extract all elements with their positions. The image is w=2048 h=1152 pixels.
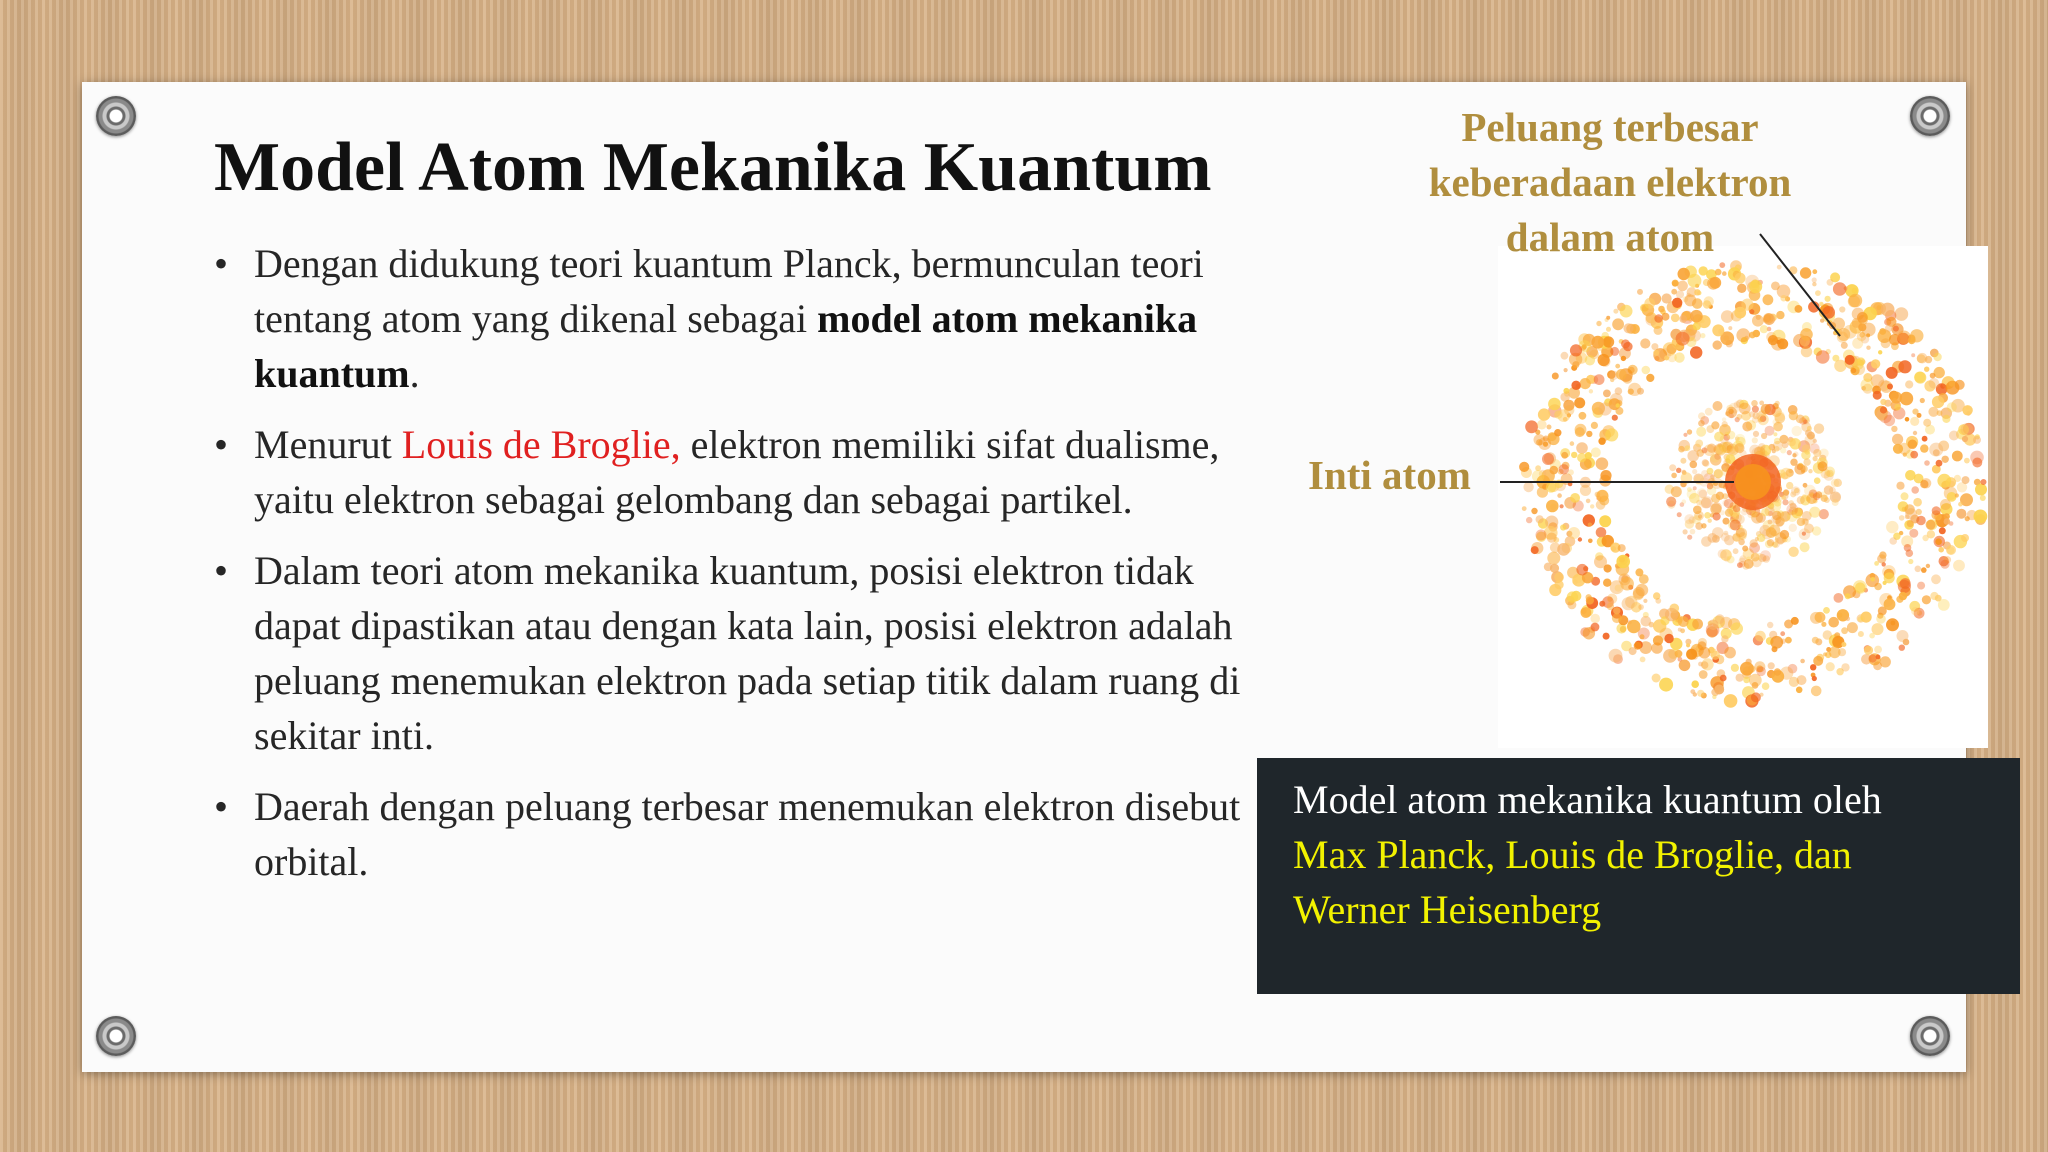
bullet-text: Menurut (254, 422, 402, 467)
label-probability-line: dalam atom (1505, 214, 1715, 260)
caption-names: Werner Heisenberg (1293, 887, 1602, 932)
bullet-text: Daerah dengan peluang terbesar menemukan elektron disebut orbital. (254, 784, 1241, 884)
label-nucleus: Inti atom (1308, 452, 1471, 498)
slide-title: Model Atom Mekanika Kuantum (214, 129, 1212, 206)
caption-names: Max Planck, Louis de Broglie, dan (1293, 832, 1852, 877)
bullet-text: elektron memiliki sifat dualisme, yaitu elektron sebagai gelombang dan sebagai partikel. (254, 422, 1220, 522)
bullet-text: Dalam teori atom mekanika kuantum, posisi elektron tidak dapat dipastikan atau dengan kata lain, posisi elektron adalah peluang menemukan elektron pada setiap titik dalam ruang di sekitar inti. (254, 548, 1241, 758)
bullet-text: . (409, 351, 420, 396)
bullet-bold-text: model atom mekanika kuantum (254, 296, 1198, 396)
bullet-text: Dengan didukung teori kuantum Planck, bermunculan teori tentang atom yang dikenal sebagai (254, 241, 1204, 341)
label-probability-line: Peluang terbesar (1461, 104, 1759, 150)
pointer-line-orbital (1760, 234, 1840, 336)
label-probability-line: keberadaan elektron (1428, 159, 1792, 205)
caption-box (1257, 758, 2020, 994)
bullet-highlight-text: Louis de Broglie, (401, 422, 681, 467)
caption-text: Model atom mekanika kuantum oleh (1293, 777, 1882, 822)
